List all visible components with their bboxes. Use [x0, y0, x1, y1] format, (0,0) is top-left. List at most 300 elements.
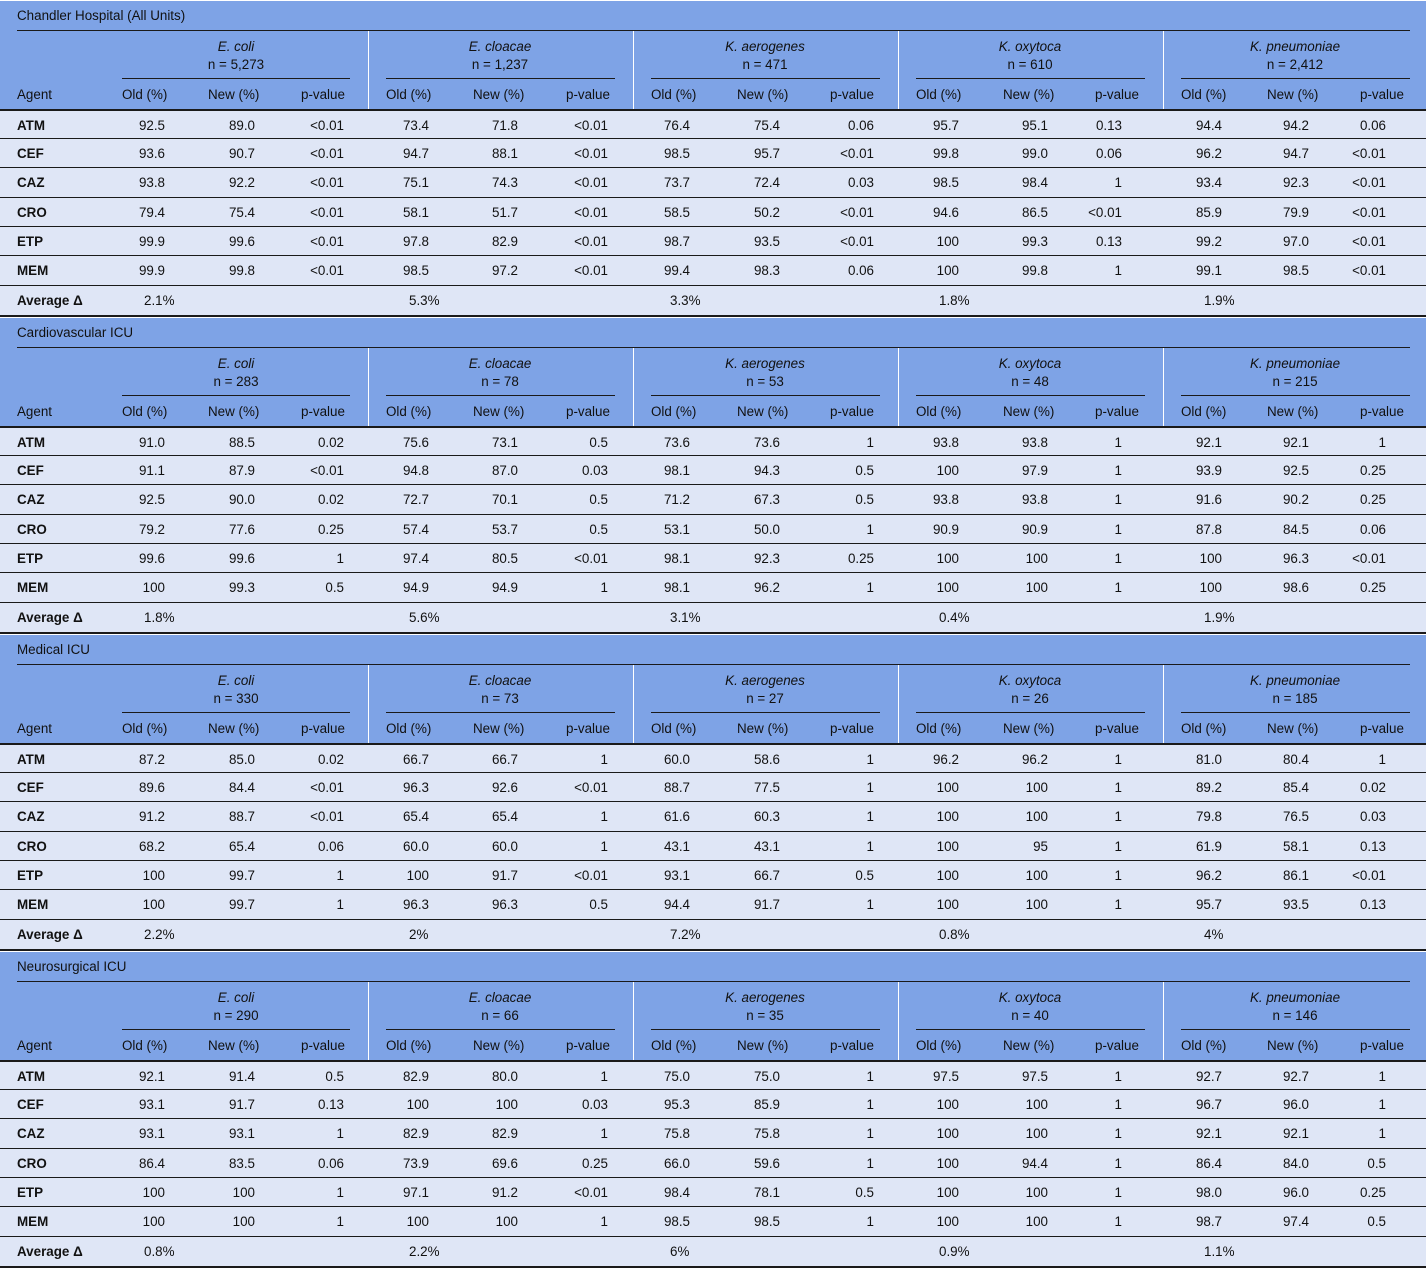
new-value: 94.2	[1282, 118, 1309, 133]
new-value: 92.5	[1282, 463, 1309, 479]
p-value: 1	[1114, 1126, 1122, 1142]
old-value: 95.3	[663, 1097, 690, 1113]
col-p: p-value	[830, 404, 874, 419]
col-new: New (%)	[1003, 721, 1055, 736]
organism-name: K. aerogenes	[725, 673, 805, 688]
new-value: 88.7	[228, 809, 255, 825]
average-value: 1.9%	[1204, 293, 1235, 309]
p-value: <0.01	[840, 204, 874, 220]
old-value: 73.6	[663, 435, 690, 450]
column-divider	[368, 982, 369, 1060]
old-value: 81.0	[1195, 752, 1222, 767]
organism-name: K. pneumoniae	[1249, 39, 1341, 54]
group-rule	[386, 712, 615, 713]
organism-group	[126, 355, 346, 391]
new-value: 50.2	[753, 204, 780, 220]
organism-group	[390, 989, 610, 1025]
new-value: 100	[1025, 1126, 1048, 1142]
new-value: 58.1	[1282, 838, 1309, 854]
table-row	[0, 138, 1426, 168]
new-value: 100	[1025, 809, 1048, 825]
old-value: 100	[936, 580, 959, 595]
p-value: 0.25	[317, 521, 344, 537]
col-p: p-value	[1360, 721, 1404, 736]
p-value: 1	[1378, 1069, 1386, 1084]
new-value: 100	[1025, 780, 1048, 796]
p-value: <0.01	[574, 263, 608, 278]
group-rule	[1181, 78, 1410, 79]
organism-group	[126, 38, 346, 74]
average-value: 3.3%	[670, 293, 701, 309]
col-old: Old (%)	[122, 404, 168, 419]
col-p: p-value	[1095, 404, 1139, 419]
new-value: 98.5	[753, 1214, 780, 1229]
table-row	[0, 1089, 1426, 1119]
old-value: 98.7	[663, 233, 690, 249]
old-value: 100	[936, 233, 959, 249]
organism-group	[1185, 38, 1405, 74]
column-divider	[633, 348, 634, 426]
column-divider	[368, 348, 369, 426]
organism-name: E. coli	[217, 356, 255, 371]
old-value: 86.4	[138, 1155, 165, 1171]
p-value: 0.13	[1359, 838, 1386, 854]
old-value: 92.5	[138, 492, 165, 508]
new-value: 100	[232, 1184, 255, 1200]
p-value: <0.01	[1088, 204, 1122, 220]
old-value: 75.0	[663, 1069, 690, 1084]
column-divider	[898, 348, 899, 426]
old-value: 93.6	[138, 146, 165, 162]
old-value: 100	[406, 867, 429, 883]
group-rule	[916, 78, 1145, 79]
old-value: 98.1	[663, 550, 690, 566]
old-value: 100	[1199, 550, 1222, 566]
sample-size: n = 215	[1272, 374, 1318, 389]
col-old: Old (%)	[1181, 404, 1227, 419]
average-label: Average Δ	[17, 1244, 83, 1260]
col-new: New (%)	[473, 1038, 525, 1053]
agent-name: CAZ	[17, 492, 45, 508]
agent-name: ATM	[17, 1069, 46, 1084]
col-old: Old (%)	[916, 721, 962, 736]
p-value: <0.01	[574, 175, 608, 191]
old-value: 98.4	[663, 1184, 690, 1200]
new-value: 96.3	[1282, 550, 1309, 566]
p-value: 0.03	[581, 463, 608, 479]
sample-size: n = 330	[213, 691, 259, 706]
new-value: 73.6	[753, 435, 780, 450]
average-value: 5.3%	[409, 293, 440, 309]
new-value: 65.4	[491, 809, 518, 825]
group-rule	[386, 1029, 615, 1030]
section-title: Medical ICU	[0, 635, 1426, 665]
column-divider	[1163, 665, 1164, 743]
old-value: 94.7	[402, 146, 429, 162]
p-value: <0.01	[574, 118, 608, 133]
col-old: Old (%)	[386, 721, 432, 736]
old-value: 100	[936, 809, 959, 825]
p-value: 0.5	[855, 867, 874, 883]
table-row	[0, 801, 1426, 831]
col-new: New (%)	[737, 721, 789, 736]
old-value: 96.2	[1195, 146, 1222, 162]
old-value: 60.0	[402, 838, 429, 854]
col-old: Old (%)	[916, 87, 962, 102]
agent-name: ETP	[17, 1184, 44, 1200]
p-value: 0.5	[325, 1069, 344, 1084]
p-value: <0.01	[310, 233, 344, 249]
organism-name: E. coli	[217, 990, 255, 1005]
p-value: 0.5	[1367, 1155, 1386, 1171]
old-value: 99.1	[1195, 263, 1222, 278]
new-value: 50.0	[753, 521, 780, 537]
section-title: Cardiovascular ICU	[0, 318, 1426, 348]
old-value: 79.2	[138, 521, 165, 537]
old-value: 100	[936, 838, 959, 854]
new-value: 99.3	[228, 580, 255, 595]
p-value: 0.5	[325, 580, 344, 595]
col-new: New (%)	[473, 404, 525, 419]
p-value: 0.5	[589, 435, 608, 450]
old-value: 100	[142, 867, 165, 883]
agent-name: MEM	[17, 580, 49, 595]
new-value: 79.9	[1282, 204, 1309, 220]
old-value: 100	[936, 550, 959, 566]
old-value: 91.2	[138, 809, 165, 825]
new-value: 92.1	[1282, 1126, 1309, 1142]
p-value: 1	[336, 897, 344, 912]
p-value: 1	[600, 1126, 608, 1142]
p-value: 1	[600, 1069, 608, 1084]
group-rule	[1181, 395, 1410, 396]
old-value: 100	[406, 1214, 429, 1229]
sample-size: n = 185	[1272, 691, 1318, 706]
old-value: 98.5	[402, 263, 429, 278]
p-value: 1	[866, 897, 874, 912]
new-value: 98.6	[1282, 580, 1309, 595]
old-value: 98.5	[663, 146, 690, 162]
col-new: New (%)	[1267, 404, 1319, 419]
col-new: New (%)	[1003, 1038, 1055, 1053]
new-value: 98.3	[753, 263, 780, 278]
col-p: p-value	[301, 1038, 345, 1053]
col-old: Old (%)	[651, 721, 697, 736]
table-row	[0, 543, 1426, 573]
new-value: 98.5	[1282, 263, 1309, 278]
old-value: 98.5	[932, 175, 959, 191]
old-value: 100	[936, 1126, 959, 1142]
old-value: 93.4	[1195, 175, 1222, 191]
col-new: New (%)	[1003, 404, 1055, 419]
old-value: 89.2	[1195, 780, 1222, 796]
organism-group	[920, 672, 1140, 708]
p-value: 0.02	[1359, 780, 1386, 796]
new-value: 95	[1033, 838, 1048, 854]
p-value: 1	[866, 435, 874, 450]
p-value: 0.02	[317, 435, 344, 450]
old-value: 100	[142, 1184, 165, 1200]
col-old: Old (%)	[916, 1038, 962, 1053]
new-value: 82.9	[491, 1126, 518, 1142]
new-value: 75.0	[753, 1069, 780, 1084]
old-value: 100	[936, 1214, 959, 1229]
p-value: <0.01	[574, 550, 608, 566]
agent-name: CRO	[17, 521, 47, 537]
old-value: 97.8	[402, 233, 429, 249]
col-old: Old (%)	[1181, 721, 1227, 736]
agent-name: CEF	[17, 780, 44, 796]
col-old: Old (%)	[916, 404, 962, 419]
new-value: 99.3	[1021, 233, 1048, 249]
old-value: 65.4	[402, 809, 429, 825]
column-divider	[368, 31, 369, 109]
old-value: 100	[142, 1214, 165, 1229]
p-value: 1	[1114, 492, 1122, 508]
new-value: 86.1	[1282, 867, 1309, 883]
old-value: 79.4	[138, 204, 165, 220]
p-value: 0.25	[581, 1155, 608, 1171]
new-value: 99.6	[228, 233, 255, 249]
sample-size: n = 146	[1272, 1008, 1318, 1023]
new-value: 99.8	[1021, 263, 1048, 278]
average-value: 0.9%	[939, 1244, 970, 1260]
group-rule	[651, 78, 880, 79]
p-value: 1	[1114, 780, 1122, 796]
new-value: 91.7	[228, 1097, 255, 1113]
p-value: 0.5	[855, 463, 874, 479]
old-value: 87.2	[138, 752, 165, 767]
p-value: 1	[1114, 1214, 1122, 1229]
new-value: 53.7	[491, 521, 518, 537]
organism-group	[655, 672, 875, 708]
new-value: 91.7	[491, 867, 518, 883]
new-value: 51.7	[491, 204, 518, 220]
col-new: New (%)	[208, 1038, 260, 1053]
col-p: p-value	[830, 721, 874, 736]
old-value: 61.6	[663, 809, 690, 825]
p-value: 1	[1114, 897, 1122, 912]
p-value: 0.25	[1359, 580, 1386, 595]
p-value: 0.03	[847, 175, 874, 191]
old-value: 66.7	[402, 752, 429, 767]
organism-group	[920, 38, 1140, 74]
organism-group	[126, 672, 346, 708]
new-value: 59.6	[753, 1155, 780, 1171]
new-value: 95.1	[1021, 118, 1048, 133]
new-value: 98.4	[1021, 175, 1048, 191]
new-value: 99.8	[228, 263, 255, 278]
sample-size: n = 53	[746, 374, 784, 389]
sample-size: n = 27	[746, 691, 784, 706]
new-value: 67.3	[753, 492, 780, 508]
old-value: 61.9	[1195, 838, 1222, 854]
new-value: 60.3	[753, 809, 780, 825]
old-value: 94.4	[663, 897, 690, 912]
p-value: 0.25	[1359, 1184, 1386, 1200]
old-value: 94.4	[1195, 118, 1222, 133]
p-value: <0.01	[1352, 867, 1386, 883]
col-p: p-value	[1095, 87, 1139, 102]
organism-group	[390, 355, 610, 391]
column-divider	[898, 982, 899, 1060]
new-value: 71.8	[491, 118, 518, 133]
sample-size: n = 471	[742, 57, 788, 72]
p-value: <0.01	[310, 146, 344, 162]
table-row	[0, 831, 1426, 861]
p-value: 0.06	[847, 118, 874, 133]
old-value: 99.4	[663, 263, 690, 278]
organism-name: K. aerogenes	[725, 990, 805, 1005]
agent-name: ETP	[17, 233, 44, 249]
table-row	[0, 889, 1426, 919]
col-old: Old (%)	[651, 404, 697, 419]
old-value: 92.5	[138, 118, 165, 133]
average-label: Average Δ	[17, 293, 83, 309]
average-value: 2.2%	[144, 927, 175, 943]
column-divider	[633, 31, 634, 109]
col-agent: Agent	[17, 87, 52, 102]
col-p: p-value	[566, 404, 610, 419]
sample-size: n = 66	[481, 1008, 519, 1023]
table-row	[0, 167, 1426, 197]
p-value: 1	[866, 1126, 874, 1142]
col-old: Old (%)	[651, 1038, 697, 1053]
old-value: 71.2	[663, 492, 690, 508]
p-value: <0.01	[1352, 204, 1386, 220]
p-value: 0.13	[317, 1097, 344, 1113]
col-p: p-value	[301, 404, 345, 419]
new-value: 96.2	[1021, 752, 1048, 767]
new-value: 75.4	[228, 204, 255, 220]
agent-name: MEM	[17, 897, 49, 912]
col-old: Old (%)	[122, 721, 168, 736]
col-old: Old (%)	[651, 87, 697, 102]
organism-name: K. pneumoniae	[1249, 356, 1341, 371]
new-value: 43.1	[753, 838, 780, 854]
p-value: <0.01	[1352, 550, 1386, 566]
old-value: 92.1	[1195, 435, 1222, 450]
section-bottom-rule	[0, 315, 1426, 317]
new-value: 84.4	[228, 780, 255, 796]
column-divider	[1163, 982, 1164, 1060]
old-value: 99.2	[1195, 233, 1222, 249]
new-value: 85.4	[1282, 780, 1309, 796]
new-value: 96.0	[1282, 1097, 1309, 1113]
average-row	[0, 602, 1426, 633]
p-value: 1	[1114, 580, 1122, 595]
old-value: 92.7	[1195, 1069, 1222, 1084]
old-value: 93.1	[138, 1097, 165, 1113]
organism-group	[1185, 672, 1405, 708]
old-value: 96.3	[402, 897, 429, 912]
new-value: 96.2	[753, 580, 780, 595]
old-value: 73.9	[402, 1155, 429, 1171]
average-value: 6%	[670, 1244, 690, 1260]
agent-name: ATM	[17, 435, 46, 450]
average-value: 2%	[409, 927, 429, 943]
new-value: 89.0	[228, 118, 255, 133]
p-value: <0.01	[574, 146, 608, 162]
sample-size: n = 283	[213, 374, 259, 389]
old-value: 86.4	[1195, 1155, 1222, 1171]
sample-size: n = 610	[1007, 57, 1053, 72]
old-value: 87.8	[1195, 521, 1222, 537]
new-value: 97.9	[1021, 463, 1048, 479]
section-title: Neurosurgical ICU	[0, 952, 1426, 982]
organism-group	[1185, 989, 1405, 1025]
table-row	[0, 426, 1426, 457]
p-value: 0.5	[855, 492, 874, 508]
average-value: 5.6%	[409, 610, 440, 626]
p-value: 0.13	[1359, 897, 1386, 912]
old-value: 91.0	[138, 435, 165, 450]
new-value: 88.1	[491, 146, 518, 162]
average-value: 1.8%	[144, 610, 175, 626]
new-value: 77.6	[228, 521, 255, 537]
group-rule	[916, 395, 1145, 396]
col-old: Old (%)	[386, 404, 432, 419]
col-new: New (%)	[1267, 721, 1319, 736]
old-value: 98.1	[663, 463, 690, 479]
old-value: 43.1	[663, 838, 690, 854]
column-divider	[898, 31, 899, 109]
new-value: 66.7	[753, 867, 780, 883]
p-value: <0.01	[1352, 233, 1386, 249]
new-value: 80.0	[491, 1069, 518, 1084]
p-value: 1	[866, 809, 874, 825]
old-value: 100	[936, 463, 959, 479]
p-value: 1	[336, 867, 344, 883]
p-value: 0.5	[1367, 1214, 1386, 1229]
sample-size: n = 1,237	[471, 57, 529, 72]
new-value: 85.0	[228, 752, 255, 767]
col-p: p-value	[301, 87, 345, 102]
agent-name: ETP	[17, 550, 44, 566]
old-value: 98.7	[1195, 1214, 1222, 1229]
p-value: 1	[600, 809, 608, 825]
col-p: p-value	[1360, 404, 1404, 419]
p-value: 1	[600, 752, 608, 767]
column-divider	[1163, 31, 1164, 109]
col-old: Old (%)	[386, 1038, 432, 1053]
p-value: 0.13	[1095, 233, 1122, 249]
p-value: 1	[1114, 1155, 1122, 1171]
organism-group	[655, 355, 875, 391]
p-value: 0.06	[1359, 118, 1386, 133]
p-value: 1	[336, 1126, 344, 1142]
average-label: Average Δ	[17, 610, 83, 626]
table-row	[0, 572, 1426, 602]
organism-group	[390, 38, 610, 74]
section-title: Chandler Hospital (All Units)	[0, 1, 1426, 31]
p-value: <0.01	[840, 146, 874, 162]
group-rule	[1181, 712, 1410, 713]
col-p: p-value	[830, 1038, 874, 1053]
agent-name: MEM	[17, 1214, 49, 1229]
new-value: 100	[495, 1214, 518, 1229]
organism-group	[920, 989, 1140, 1025]
old-value: 58.5	[663, 204, 690, 220]
old-value: 98.5	[663, 1214, 690, 1229]
title-rule	[17, 981, 1410, 982]
new-value: 87.9	[228, 463, 255, 479]
average-value: 0.4%	[939, 610, 970, 626]
old-value: 82.9	[402, 1069, 429, 1084]
sample-size: n = 78	[481, 374, 519, 389]
new-value: 97.5	[1021, 1069, 1048, 1084]
old-value: 73.4	[402, 118, 429, 133]
